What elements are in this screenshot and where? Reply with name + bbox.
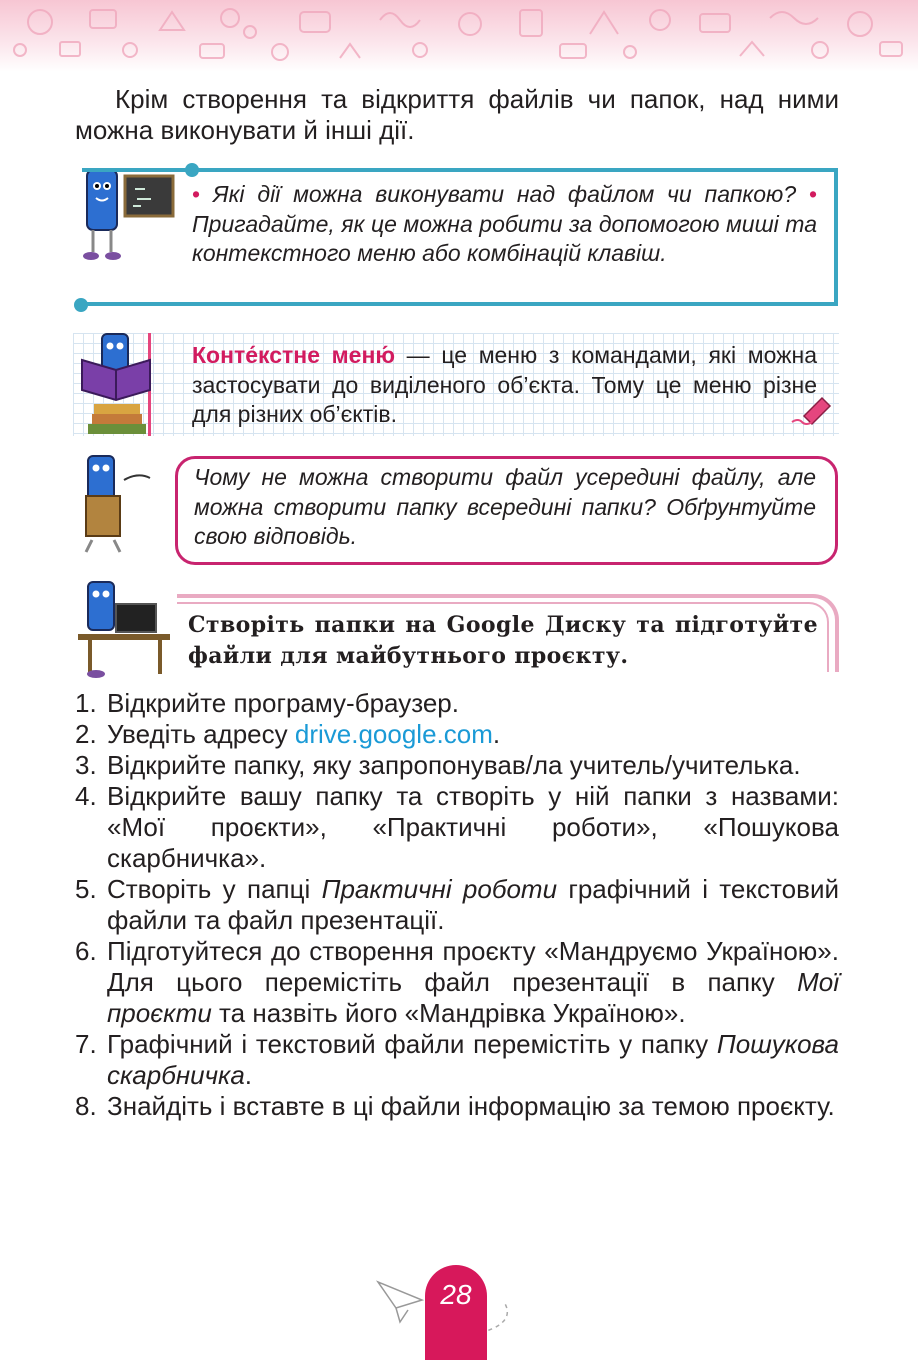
bullet: • (192, 181, 201, 207)
step-number: 7. (75, 1029, 97, 1059)
page-number: 28 (440, 1279, 472, 1310)
step-text: Відкрийте вашу папку та створіть у ній папки з назвами: «Мої проєкти», «Практичні роботи», «Пошукова скарбничка». (107, 781, 839, 873)
list-item (75, 750, 839, 781)
steps-list (75, 688, 839, 1122)
definition-body: — це меню з командами, які можна застосувати до виділеного об’єкта. Тому це меню різне для різних об’єктів. (192, 342, 817, 427)
definition-term: Конте́кстне меню́ (192, 342, 395, 368)
phone-mascot-reader-icon (74, 330, 174, 438)
highlighter-icon (790, 392, 834, 426)
step-text: Графічний і текстовий файли перемістіть у папку (107, 1029, 717, 1059)
question-part-2: Пригадайте, як це можна робити за допомогою миші та контекстного меню або комбінацій клавіш. (192, 210, 817, 266)
task-title: Створіть папки на Google Диску та підготуйте файли для майбутнього проєкту. (188, 612, 818, 669)
discussion-text: Чому не можна створити файл усередині файлу, але можна створити папку всередині папки? Обґрунтуйте свою відповідь. (194, 464, 816, 549)
step-number: 3. (75, 750, 97, 780)
step-number: 1. (75, 688, 97, 718)
folder-name: Пошукова скарбничка (107, 1029, 839, 1090)
list-item (75, 719, 839, 750)
list-item (75, 1091, 839, 1122)
phone-mascot-speaker-icon (72, 452, 172, 556)
step-text: Відкрийте папку, яку запропонував/ла учитель/учителька. (107, 750, 801, 780)
frame-dot (185, 163, 199, 177)
question-text (192, 180, 817, 269)
phone-mascot-laptop-icon (72, 578, 176, 680)
list-item (75, 781, 839, 874)
list-item (75, 936, 839, 1029)
step-text: Уведіть адресу (107, 719, 295, 749)
step-text: Знайдіть і вставте в ці файли інформацію за темою проєкту. (107, 1091, 835, 1121)
step-text: Відкрийте програму-браузер. (107, 688, 459, 718)
step-number: 5. (75, 874, 97, 904)
header-pattern (0, 0, 918, 72)
drive-link[interactable]: drive.google.com (294, 719, 493, 749)
list-item (75, 1029, 839, 1091)
intro-paragraph: Крім створення та відкриття файлів чи папок, над ними можна виконувати й інші дії. (75, 84, 839, 145)
bullet: • (808, 181, 818, 207)
frame-dot (74, 298, 88, 312)
step-text: Створіть у папці (107, 874, 322, 904)
step-text: . (492, 719, 501, 749)
folder-name: Практичні роботи (321, 874, 558, 904)
step-number: 6. (75, 936, 97, 966)
step-text: графічний і текстовий файли та файл презентації. (107, 874, 839, 935)
step-number: 2. (75, 719, 97, 749)
step-number: 8. (75, 1091, 97, 1121)
definition-text (192, 341, 817, 430)
step-number: 4. (75, 781, 97, 811)
folder-name: Мої проєкти (107, 967, 839, 1028)
list-item (75, 874, 839, 936)
step-text: . (244, 1060, 253, 1090)
list-item (75, 688, 839, 719)
step-text: Підготуйтеся до створення проєкту «Мандруємо Україною». Для цього перемістіть файл презентації в папку (107, 936, 839, 997)
question-part-1: Які дії можна виконувати над файлом чи папкою? (212, 181, 797, 207)
step-text: та назвіть його «Мандрівка Україною». (211, 998, 686, 1028)
